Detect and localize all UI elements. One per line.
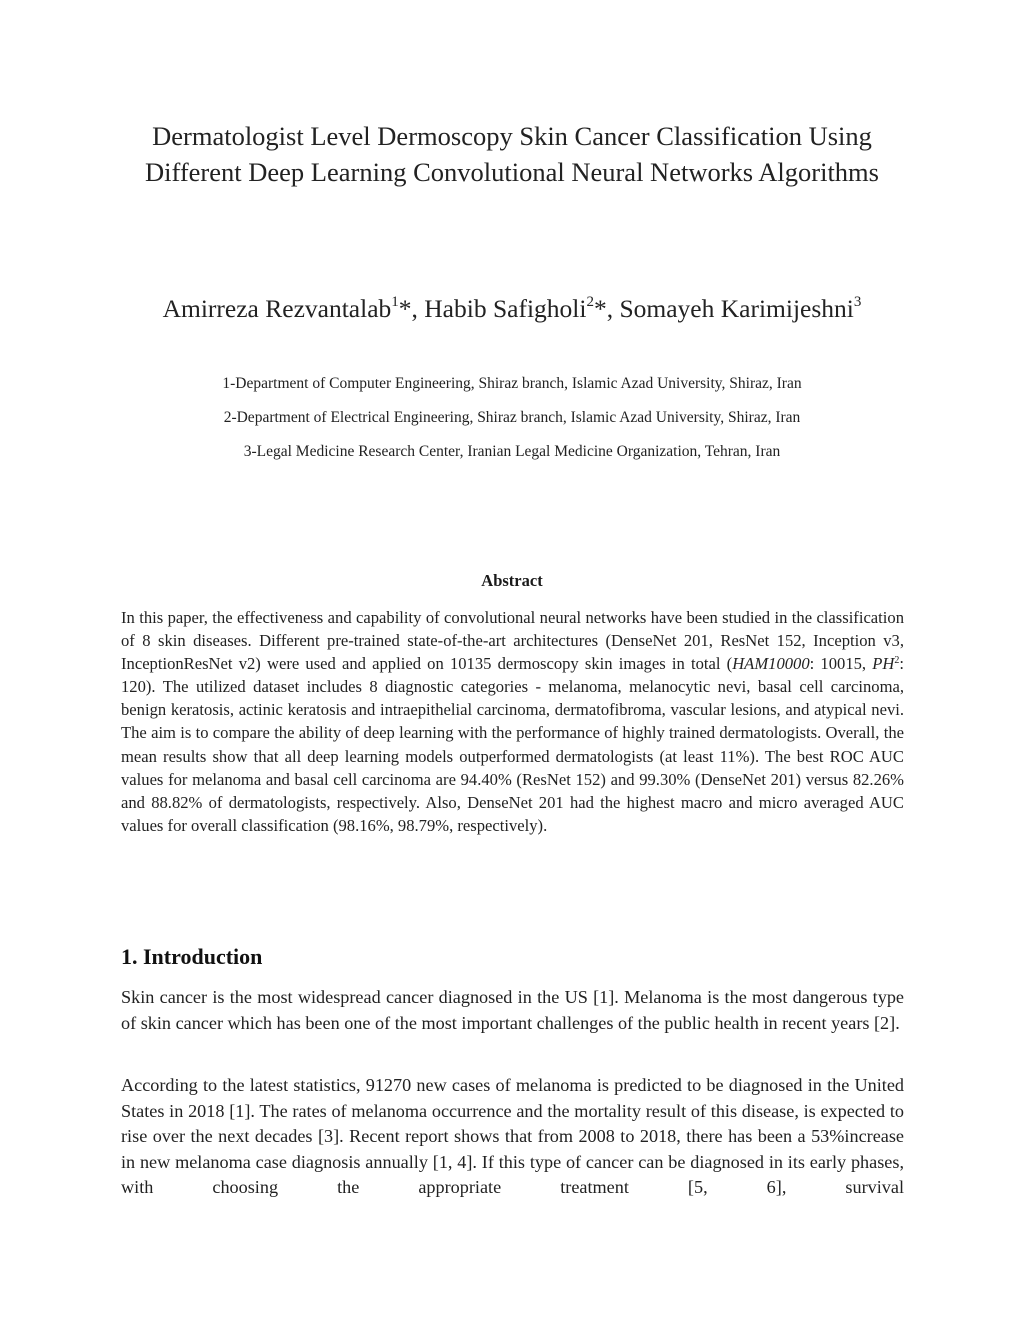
- abstract-part-2: : 10015,: [809, 654, 873, 674]
- title-line-1: Dermatologist Level Dermoscopy Skin Cancer Classification Using: [152, 121, 872, 151]
- title-line-2: Different Deep Learning Convolutional Neural Networks Algorithms: [145, 157, 879, 187]
- affiliation-item: 2-Department of Electrical Engineering, Shiraz branch, Islamic Azad University, Shiraz, Iran: [223, 409, 801, 426]
- abstract-text: [121, 606, 904, 837]
- author-name: Somayeh Karimijeshni: [619, 294, 854, 323]
- abstract-part-1: In this paper, the effectiveness and capability of convolutional neural networks have been studied in the classification of 8 skin diseases. Different pre-trained state-of-the-art architectures (DenseNet 201, ResNet 152, Inception v3, InceptionResNet v2) were used and applied on 10135 dermoscopy skin images in total (: [121, 608, 904, 674]
- paper-title: [60, 118, 964, 190]
- author-list: [60, 293, 964, 325]
- author-separator: *,: [593, 294, 620, 323]
- dataset-ham10000: HAM10000: [732, 654, 810, 674]
- abstract-part-3: : 120). The utilized dataset includes 8 diagnostic categories - melanoma, melanocytic nevi, basal cell carcinoma, benign keratosis, actinic keratosis and intraepithelial carcinoma, dermatofibroma, vascular lesions, and atypical nevi. The aim is to compare the ability of deep learning with the performance of highly trained dermatologists. Overall, the mean results show that all deep learning models outperformed dermatologists (at least 11%). The best ROC AUC values for melanoma and basal cell carcinoma are 94.40% (ResNet 152) and 99.30% (DenseNet 201) versus 82.26% and 88.82% of dermatologists, respectively. Also, DenseNet 201 had the highest macro and micro averaged AUC values for overall classification (98.16%, 98.79%, respectively).: [121, 654, 904, 835]
- author-name: Habib Safigholi: [424, 294, 587, 323]
- author-name: Amirreza Rezvantalab: [162, 294, 392, 323]
- introduction-paragraph-2: According to the latest statistics, 91270 new cases of melanoma is predicted to be diagnosed in the United States in 2018 [1]. The rates of melanoma occurrence and the mortality result of this disease, is expected to rise over the next decades [3]. Recent report shows that from 2008 to 2018, there has been a 53%increase in new melanoma case diagnosis annually [1, 4]. If this type of cancer can be diagnosed in its early phases, with choosing the appropriate treatment [5, 6], survival: [121, 1075, 904, 1198]
- affiliation-item: 1-Department of Computer Engineering, Shiraz branch, Islamic Azad University, Shiraz, Iran: [222, 375, 802, 392]
- dataset-ph2: PH: [872, 654, 895, 674]
- affiliation-mark: 3: [853, 294, 862, 310]
- affiliation-mark: 1: [391, 294, 399, 310]
- dataset-ph2-superscript: 2: [894, 655, 900, 667]
- introduction-heading: 1. Introduction: [121, 944, 263, 969]
- introduction-paragraph-1: Skin cancer is the most widespread cancer diagnosed in the US [1]. Melanoma is the most dangerous type of skin cancer which has been one of the most important challenges of the public health in recent years [2].: [121, 987, 904, 1033]
- affiliation-item: 3-Legal Medicine Research Center, Iranian Legal Medicine Organization, Tehran, Iran: [243, 443, 781, 460]
- affiliation-list: [60, 374, 964, 476]
- affiliation-mark: 2: [586, 294, 594, 310]
- abstract-heading: Abstract: [481, 571, 543, 590]
- author-separator: *,: [398, 294, 425, 323]
